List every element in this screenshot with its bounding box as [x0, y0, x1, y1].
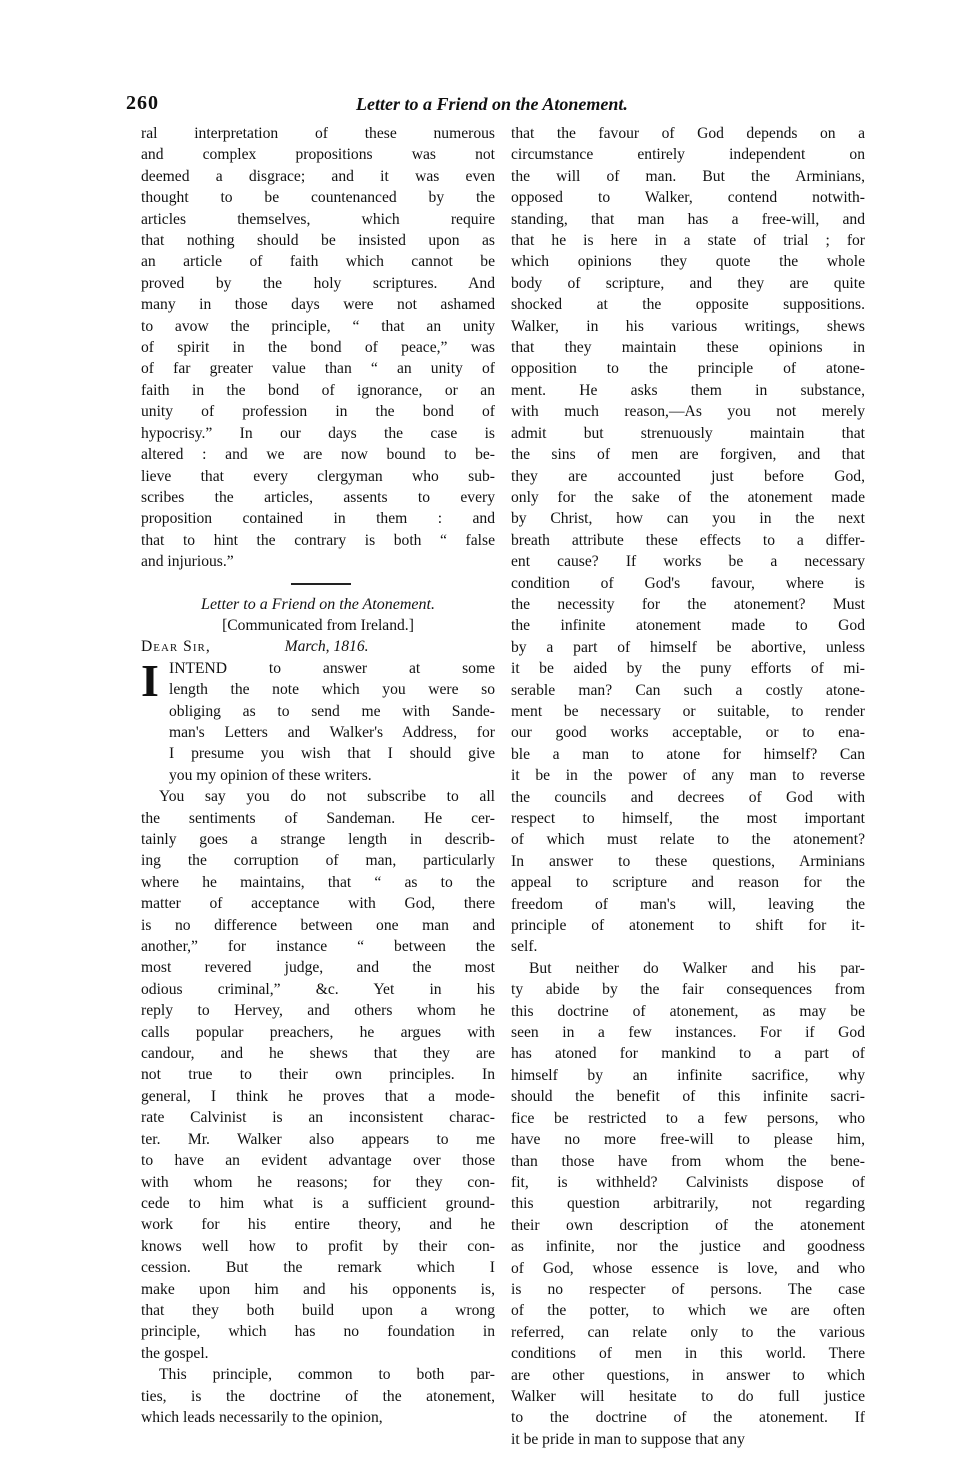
text-line: are other questions, in answer to which: [511, 1366, 865, 1384]
text-line: lieve that every clergyman who sub-: [141, 467, 495, 485]
page-number: 260: [126, 92, 159, 114]
text-line: ment be necessary or suitable, to render: [511, 702, 865, 720]
text-line: of God, whose essence is love, and who: [511, 1259, 865, 1277]
text-line: man's Letters and Walker's Address, for: [169, 723, 495, 741]
text-line: deemed a disgrace; and it was even: [141, 167, 495, 185]
text-line: that they both build upon a wrong: [141, 1301, 495, 1319]
right-paragraph-1: [511, 123, 865, 958]
text-line: the sentiments of Sandeman. He cer-: [141, 809, 495, 827]
text-line: You say you do not subscribe to all: [159, 788, 495, 806]
text-line: it be aided by the puny efforts of mi-: [511, 660, 865, 678]
text-line: not true to their own principles. In: [141, 1066, 495, 1084]
left-paragraph-4: [141, 1364, 495, 1428]
text-line: is no respecter of persons. The case: [511, 1280, 865, 1298]
text-line: faith in the bond of ignorance, or an: [141, 381, 495, 399]
section-divider: [141, 573, 495, 594]
text-line: ble a man to atone for himself? Can: [511, 745, 865, 763]
text-line: ment. He asks them in substance,: [511, 381, 865, 399]
text-line: condition of God's favour, where is: [511, 574, 865, 592]
text-line: it be pride in man to suppose that any: [511, 1430, 745, 1448]
text-line: reply to Hervey, and others whom he: [141, 1002, 495, 1020]
text-line: fit, is withheld? Calvinists dispose of: [511, 1173, 865, 1191]
text-line: breath attribute these effects to a differ-: [511, 531, 865, 549]
text-line: which leads necessarily to the opinion,: [141, 1408, 383, 1426]
text-line: is no difference between one man and: [141, 916, 495, 934]
text-line: In answer to these questions, Arminians: [511, 852, 865, 870]
text-line: ent cause? If works be a necessary: [511, 553, 865, 571]
salutation-line: [141, 636, 495, 657]
text-line: serable man? Can such a costly atone-: [511, 681, 865, 699]
right-paragraph-2: [511, 958, 865, 1450]
text-line: hypocrisy.” In our days the case is: [141, 424, 495, 442]
text-line: opposed to Walker, contend notwith-: [511, 189, 865, 207]
text-line: make upon him and his opponents is,: [141, 1280, 495, 1298]
text-line: respect to himself, the most important: [511, 810, 865, 827]
text-line: appeal to scripture and reason for the: [511, 874, 865, 892]
text-line: another,” for instance “ between the: [141, 938, 495, 956]
text-line: referred, can relate only to the various: [511, 1323, 865, 1341]
text-line: it be in the power of any man to reverse: [511, 767, 865, 785]
text-line: ing the corruption of man, particularly: [141, 852, 495, 870]
text-line: the councils and decrees of God with: [511, 788, 865, 806]
text-line: thought to be countenanced by the: [141, 189, 495, 207]
text-line: of spirit in the bond of peace,” was: [141, 339, 495, 357]
text-line: seen in a few instances. For if God: [511, 1024, 865, 1042]
drop-cap: I: [141, 654, 159, 706]
text-line: should the benefit of this infinite sacri-: [511, 1088, 865, 1106]
text-line: cession. But the remark which I: [141, 1259, 495, 1277]
text-line: that nothing should be insisted upon as: [141, 232, 495, 250]
text-line: than those have from whom the bene-: [511, 1152, 865, 1170]
left-paragraph-1: [141, 123, 495, 573]
text-line: to the doctrine of the atonement. If: [511, 1409, 865, 1427]
text-line: articles themselves, which require: [141, 210, 495, 228]
text-line: they are accounted just before God,: [511, 467, 865, 485]
text-line: Walker will hesitate to do full justice: [511, 1387, 865, 1405]
text-line: proved by the holy scriptures. And: [141, 274, 495, 292]
communicated-note: [Communicated from Ireland.]: [222, 616, 414, 634]
left-paragraph-3: [141, 786, 495, 1364]
text-line: of far greater value than “ an unity of: [141, 360, 495, 378]
text-line: the gospel.: [141, 1344, 209, 1362]
text-line: the necessity for the atonement? Must: [511, 595, 865, 613]
text-line: the will of man. But the Arminians,: [511, 167, 865, 185]
text-line: principle, which has no foundation in: [141, 1323, 495, 1341]
text-line: of which must relate to the atonement?: [511, 831, 865, 849]
text-line: by a part of himself be abortive, unless: [511, 638, 865, 656]
text-line: principle of atonement to shift for it-: [511, 917, 865, 935]
text-line: that the favour of God depends on a: [511, 125, 865, 142]
left-column: [141, 123, 495, 1428]
text-line: ral interpretation of these numerous: [141, 125, 495, 142]
text-line: body of scripture, and they are quite: [511, 274, 865, 292]
text-line: proposition contained in them : and: [141, 510, 495, 528]
text-line: ties, is the doctrine of the atonement,: [141, 1387, 495, 1405]
text-line: general, I think he proves that a mode-: [141, 1087, 495, 1105]
salutation: Dear Sir,: [141, 638, 211, 656]
text-line: this question arbitrarily, not regarding: [511, 1195, 865, 1213]
text-line: the infinite atonement made to God: [511, 617, 865, 635]
text-line: our good works acceptable, or to ena-: [511, 724, 865, 742]
text-line: opposition to the principle of atone-: [511, 360, 865, 378]
text-line: their own description of the atonement: [511, 1216, 865, 1234]
text-line: that he is here in a state of trial ; for: [511, 232, 865, 250]
text-line: I presume you wish that I should give: [169, 745, 495, 763]
text-line: of the potter, to which we are often: [511, 1302, 865, 1320]
text-line: This principle, common to both par-: [159, 1366, 495, 1384]
text-line: circumstance entirely independent on: [511, 146, 865, 164]
opening-paragraph: [141, 654, 495, 786]
text-line: altered : and we are now bound to be-: [141, 446, 495, 464]
text-line: most revered judge, and the most: [141, 959, 495, 977]
text-line: calls popular preachers, he argues with: [141, 1023, 495, 1041]
right-column: [511, 123, 865, 1450]
text-line: ty abide by the fair consequences from: [511, 981, 865, 999]
text-line: rate Calvinist is an inconsistent charac-: [141, 1109, 495, 1127]
text-line: where he maintains, that “ as to the: [141, 873, 495, 891]
text-line: which opinions they quote the whole: [511, 253, 865, 271]
text-line: as infinite, nor the justice and goodness: [511, 1238, 865, 1256]
text-line: scribes the articles, assents to every: [141, 488, 495, 506]
text-line: unity of profession in the bond of: [141, 403, 495, 421]
text-line: cede to him what is a sufficient ground-: [141, 1194, 495, 1212]
text-line: himself by an infinite sacrifice, why: [511, 1066, 865, 1084]
text-line: admit but strenuously maintain that: [511, 424, 865, 442]
text-line: ter. Mr. Walker also appears to me: [141, 1130, 495, 1148]
text-line: the sins of men are forgiven, and that: [511, 446, 865, 464]
text-line: tainly goes a strange length in describ-: [141, 831, 495, 848]
text-line: fice be restricted to a few persons, who: [511, 1109, 865, 1127]
text-line: many in those days were not ashamed: [141, 296, 495, 314]
text-line: by Christ, how can you in the next: [511, 510, 865, 528]
text-line: obliging as to send me with Sande-: [169, 702, 495, 720]
text-line: with whom he reasons; for they con-: [141, 1173, 495, 1191]
text-line: work for his entire theory, and he: [141, 1216, 495, 1234]
text-line: candour, and he shews that they are: [141, 1045, 495, 1063]
text-line: and complex propositions was not: [141, 146, 495, 164]
text-line: matter of acceptance with God, there: [141, 895, 495, 913]
left-paragraph-2: [141, 654, 495, 786]
text-line: has atoned for mankind to a part of: [511, 1045, 865, 1063]
text-line: standing, that man has a free-will, and: [511, 210, 865, 228]
text-line: freedom of man's will, leaving the: [511, 895, 865, 913]
text-line: to have an evident advantage over those: [141, 1152, 495, 1170]
text-line: shocked at the opposite suppositions.: [511, 296, 865, 314]
text-line: this doctrine of atonement, as may be: [511, 1002, 865, 1020]
text-line: an article of faith which cannot be: [141, 253, 495, 271]
letter-date: March, 1816.: [284, 638, 369, 656]
text-line: have no more free-will to please him,: [511, 1131, 865, 1149]
text-line: INTEND to answer at some: [169, 659, 495, 677]
text-line: Walker, in his various writings, shews: [511, 317, 865, 335]
text-line: But neither do Walker and his par-: [529, 959, 865, 977]
text-line: length the note which you were so: [169, 681, 495, 699]
text-line: with much reason,—As you not merely: [511, 403, 865, 421]
article-title: Letter to a Friend on the Atonement.: [201, 595, 435, 613]
text-line: knows well how to profit by their con-: [141, 1237, 495, 1255]
running-head: [126, 92, 846, 122]
text-line: odious criminal,” &c. Yet in his: [141, 980, 495, 998]
text-line: that they maintain these opinions in: [511, 339, 865, 357]
text-line: and injurious.”: [141, 553, 234, 571]
text-line: that to hint the contrary is both “ false: [141, 531, 495, 549]
text-line: you my opinion of these writers.: [169, 766, 372, 784]
text-line: to avow the principle, “ that an unity: [141, 317, 495, 335]
text-line: conditions of men in this world. There: [511, 1345, 865, 1363]
text-line: self.: [511, 938, 538, 956]
running-title: Letter to a Friend on the Atonement.: [356, 94, 628, 114]
text-line: only for the sake of the atonement made: [511, 488, 865, 506]
